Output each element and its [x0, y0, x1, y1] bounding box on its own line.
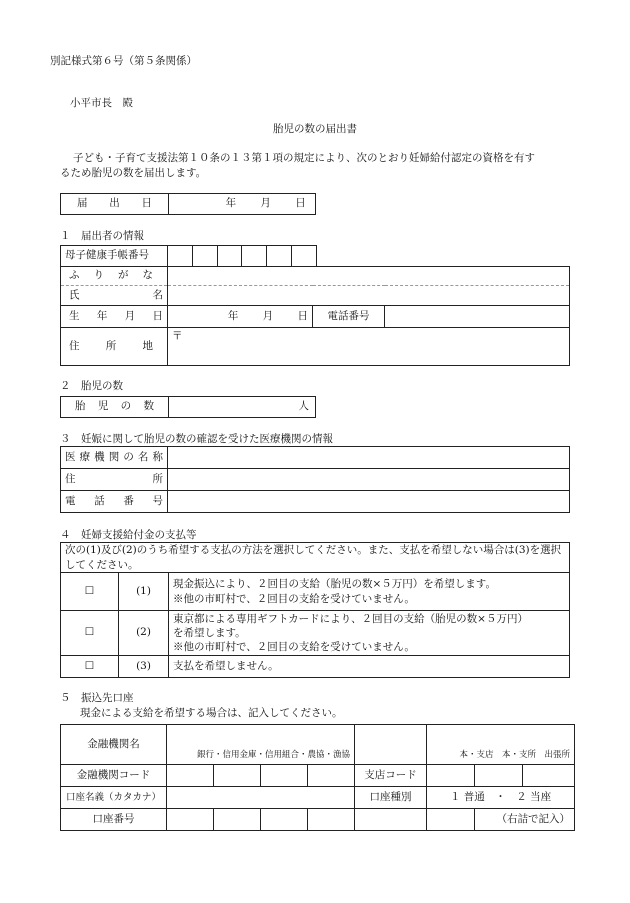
branch-code-digit[interactable]: [475, 765, 523, 787]
name-input[interactable]: [168, 286, 570, 306]
medical-address-input[interactable]: [168, 469, 570, 491]
handbook-digit[interactable]: [168, 246, 193, 267]
branch-code-digit[interactable]: [427, 765, 475, 787]
section4-heading: ４ 妊婦支援給付金の支払等: [60, 529, 197, 541]
handbook-digit[interactable]: [267, 246, 292, 267]
date-month: 月: [260, 197, 271, 210]
option1-checkbox[interactable]: ☐: [61, 573, 119, 611]
account-number-digit[interactable]: [167, 809, 214, 831]
bank-code-label: 金融機関コード: [61, 765, 167, 787]
date-input[interactable]: [169, 194, 316, 215]
name-label: 氏名: [69, 288, 163, 301]
account-type-options[interactable]: １ 普通 ・ ２ 当座: [427, 787, 575, 809]
holder-input[interactable]: [167, 787, 355, 809]
date-table: [60, 193, 316, 215]
branch-types: 本・支店 本・支所 出張所: [459, 750, 571, 761]
bank-name-label: 金融機関名: [61, 725, 167, 765]
medical-name-label-cell: [61, 447, 168, 469]
account-type-label: 口座種別: [355, 787, 427, 809]
date-day: 日: [295, 197, 306, 210]
date-year: 年: [225, 197, 237, 210]
section5-note: 現金による支給を希望する場合は、記入してください。: [80, 707, 343, 719]
option1-line1: 現金振込により、２回目の支給（胎児の数×５万円）を希望します。: [173, 578, 496, 591]
account-number-digit[interactable]: [308, 809, 355, 831]
bank-types: 銀行・信用金庫・信用組合・農協・漁協: [197, 750, 351, 761]
address-label: 住所地: [69, 339, 153, 352]
option2-number: (2): [119, 611, 169, 656]
bank-name-input[interactable]: [167, 725, 355, 765]
page-title: 胎児の数の届出書: [273, 123, 357, 135]
branch-code-label: 支店コード: [355, 765, 427, 787]
fetus-count-label-cell: [61, 397, 169, 418]
intro-line-2: るため胎児の数を届出します。: [60, 167, 207, 179]
option3-number: (3): [119, 656, 169, 678]
option2-line1b: を希望します。: [173, 626, 246, 639]
addressee: 小平市長 殿: [70, 97, 133, 109]
payment-instruction: 次の(1)及び(2)のうち希望する支払の方法を選択してください。また、支払を希望しない場合は(3)を選択してください。: [61, 543, 570, 573]
option1-text: [169, 573, 570, 611]
account-number-digit[interactable]: [214, 809, 261, 831]
handbook-digit[interactable]: [242, 246, 267, 267]
option2-checkbox[interactable]: ☐: [61, 611, 119, 656]
address-label-cell: [61, 328, 168, 366]
medical-address-label: 住所: [65, 472, 163, 485]
bank-table: [60, 724, 575, 831]
dob-label-cell: [61, 306, 168, 328]
account-number-digit[interactable]: [427, 809, 475, 831]
right-align-note: （右詰で記入）: [475, 809, 575, 831]
form-number: 別記様式第６号（第５条関係）: [50, 55, 197, 67]
phone-label: 電話番号: [313, 306, 385, 328]
fetus-count-label: 胎児の数: [75, 400, 154, 413]
option3-checkbox[interactable]: ☐: [61, 656, 119, 678]
phone-input[interactable]: [385, 306, 570, 328]
bank-code-digit[interactable]: [261, 765, 308, 787]
dob-year: 年: [227, 309, 239, 322]
medical-address-label-cell: [61, 469, 168, 491]
medical-phone-input[interactable]: [168, 491, 570, 513]
dob-input[interactable]: [168, 306, 313, 328]
intro-line-1: 子ども・子育て支援法第１０条の１３第１項の規定により、次のとおり妊婦給付認定の資格を有す: [73, 152, 535, 164]
furigana-input[interactable]: [168, 267, 570, 286]
bank-code-digit[interactable]: [308, 765, 355, 787]
section2-heading: ２ 胎児の数: [60, 380, 123, 392]
handbook-digit[interactable]: [217, 246, 242, 267]
bank-code-digit[interactable]: [167, 765, 214, 787]
dob-day: 日: [297, 309, 308, 322]
fetus-count-table: [60, 396, 316, 418]
handbook-table: [60, 245, 317, 267]
branch-name-input[interactable]: [427, 725, 575, 765]
account-number-digit[interactable]: [261, 809, 308, 831]
furigana-label-cell: [61, 267, 168, 286]
branch-name-label: [355, 725, 427, 765]
option2-line2: ※他の市町村で、２回目の支給を受けていません。: [173, 641, 415, 654]
account-number-label: 口座番号: [61, 809, 167, 831]
option1-number: (1): [119, 573, 169, 611]
handbook-digit[interactable]: [292, 246, 317, 267]
option2-text: [169, 611, 570, 656]
section3-heading: ３ 妊娠に関して胎児の数の確認を受けた医療機関の情報: [60, 433, 333, 445]
handbook-digit[interactable]: [192, 246, 217, 267]
fetus-count-input[interactable]: [169, 397, 316, 418]
medical-table: [60, 446, 570, 513]
medical-phone-label: 電話番号: [65, 494, 163, 507]
applicant-table: [60, 266, 570, 366]
option2-line1: 東京都による専用ギフトカードにより、２回目の支給（胎児の数×５万円）: [173, 612, 528, 625]
furigana-label: ふりがな: [69, 269, 153, 282]
option3-text: 支払を希望しません。: [169, 656, 570, 678]
date-label-cell: [61, 194, 169, 215]
bank-code-digit[interactable]: [214, 765, 261, 787]
payment-table: [60, 542, 570, 678]
dob-label: 生年月日: [69, 309, 163, 322]
medical-name-label: 医療機関の名称: [65, 450, 163, 463]
dob-month: 月: [262, 309, 274, 322]
medical-name-input[interactable]: [168, 447, 570, 469]
name-label-cell: [61, 286, 168, 306]
medical-phone-label-cell: [61, 491, 168, 513]
postal-mark-icon: 〒: [172, 330, 183, 342]
date-label: 届出日: [77, 197, 152, 210]
branch-code-digit[interactable]: [523, 765, 575, 787]
section1-heading: １ 届出者の情報: [60, 230, 144, 242]
section5-heading: ５ 振込先口座: [60, 692, 134, 704]
account-number-digit[interactable]: [355, 809, 427, 831]
fetus-count-unit: 人: [298, 400, 309, 413]
address-input[interactable]: [168, 328, 570, 366]
option1-line2: ※他の市町村で、２回目の支給を受けていません。: [173, 592, 415, 605]
handbook-label: 母子健康手帳番号: [61, 246, 168, 267]
holder-label: 口座名義（カタカナ）: [61, 787, 167, 809]
